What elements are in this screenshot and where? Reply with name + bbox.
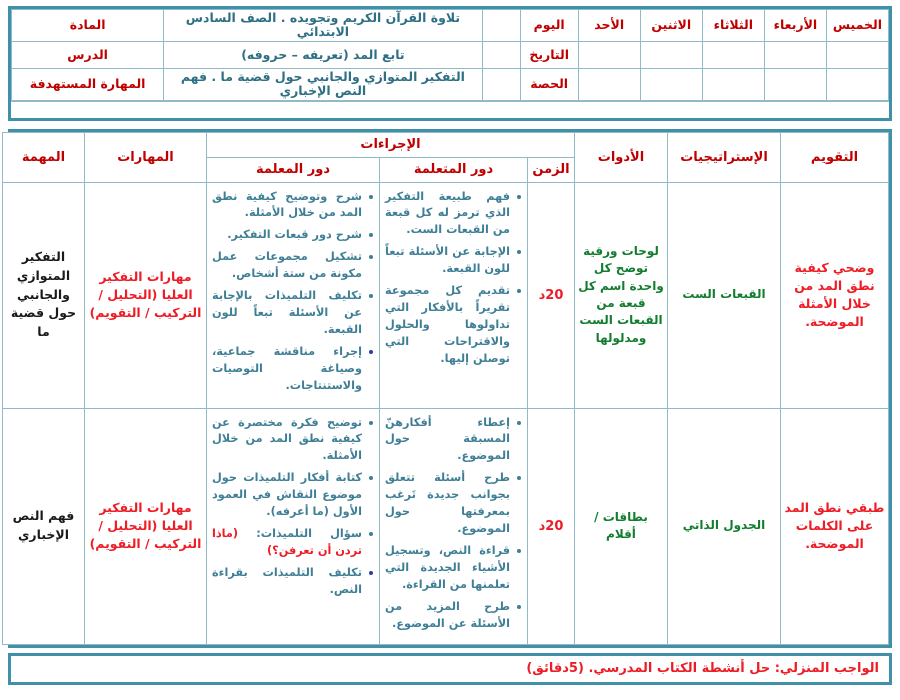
plan-frame	[8, 129, 892, 648]
info-table	[11, 9, 889, 101]
period-cell-sunday	[578, 68, 640, 100]
table-row	[3, 182, 889, 408]
list-item: الإجابة عن الأسئلة تبعاً للون القبعة.	[385, 244, 510, 278]
date-cell-thursday	[826, 41, 888, 68]
col-header-skills: المهارات	[85, 132, 207, 182]
info-value-lesson: تابع المد (تعريفه – حروفه)	[164, 41, 482, 68]
col-header-evaluation: التقويم	[781, 132, 889, 182]
period-cell-monday	[640, 68, 702, 100]
cell-task-2: فهم النص الإخباري	[3, 408, 85, 644]
teacher-role-list-2	[210, 415, 376, 599]
info-frame	[8, 6, 892, 121]
homework-text	[526, 661, 879, 676]
col-header-procedures: الإجراءات	[207, 132, 575, 157]
col-header-tools: الأدوات	[575, 132, 668, 182]
list-item: شرح دور قبعات التفكير.	[212, 227, 362, 244]
info-spacer-cell-2	[482, 41, 520, 68]
cell-time-2: 20د	[528, 408, 575, 644]
list-item: شرح وتوضيح كيفية نطق المد من خلال الأمثلة.	[212, 189, 362, 223]
period-cell-wednesday	[764, 68, 826, 100]
list-item: كتابة أفكار التلميذات حول موضوع النقاش في العمود الأول (ما أعرفه).	[212, 470, 362, 521]
date-cell-wednesday	[764, 41, 826, 68]
cell-tools-2: بطاقات / أقلام	[575, 408, 668, 644]
list-item: تقديم كل مجموعة تقريراً بالأفكار التي تداولوها والحلول والاقتراحات التي توصلن إليها.	[385, 283, 510, 368]
table-row	[3, 408, 889, 644]
col-header-time: الزمن	[528, 157, 575, 182]
info-spacer-cell-3	[482, 68, 520, 100]
learner-role-list-1	[383, 189, 524, 368]
day-cell-tuesday: الثلاثاء	[702, 10, 764, 42]
day-cell-wednesday: الأربعاء	[764, 10, 826, 42]
homework-bar	[8, 653, 892, 685]
homework-label: الواجب المنزلي:	[774, 661, 879, 676]
cell-tools-1: لوحات ورقية توضح كل واحدة اسم كل قبعة من القبعات الست ومدلولها	[575, 182, 668, 408]
info-bottom-spacer	[11, 101, 889, 118]
info-label-lesson: الدرس	[12, 41, 164, 68]
info-value-skill: التفكير المتوازي والجانبي حول قضية ما . فهم النص الإخباري	[164, 68, 482, 100]
footer-wrap	[8, 653, 892, 685]
learner-role-list-2	[383, 415, 524, 633]
list-item: توضيح فكرة مختصرة عن كيفية نطق المد من خلال الأمثلة.	[212, 415, 362, 466]
list-item: قراءة النص، وتسجيل الأشياء الجديدة التي تعلمنها من القراءة.	[385, 543, 510, 594]
plan-header-row-1	[3, 132, 889, 157]
section-gap	[8, 121, 892, 129]
cell-evaluation-2: طبقي نطق المد على الكلمات الموضحة.	[781, 408, 889, 644]
date-cell-monday	[640, 41, 702, 68]
highlighted-question: (ماذا تردن أن تعرفن؟)	[212, 527, 362, 558]
list-item-highlighted: سؤال التلميذات: (ماذا تردن أن تعرفن؟)	[212, 526, 362, 560]
info-row-lesson	[12, 41, 889, 68]
info-midlabel-day: اليوم	[520, 10, 578, 42]
day-cell-sunday: الأحد	[578, 10, 640, 42]
list-item: تشكيل مجموعات عمل مكونة من ستة أشخاص.	[212, 249, 362, 283]
day-cell-thursday: الخميس	[826, 10, 888, 42]
cell-teacher-role-1	[207, 182, 380, 408]
cell-skills-2: مهارات التفكير العليا (التحليل / التركيب / التقويم)	[85, 408, 207, 644]
col-header-task: المهمة	[3, 132, 85, 182]
col-header-strategies: الإستراتيجيات	[668, 132, 781, 182]
homework-body: حل أنشطة الكتاب المدرسي.	[588, 661, 771, 676]
info-label-skill: المهارة المستهدفة	[12, 68, 164, 100]
info-spacer-cell-1	[482, 10, 520, 42]
cell-strategies-1: القبعات الست	[668, 182, 781, 408]
cell-strategies-2: الجدول الذاتي	[668, 408, 781, 644]
teacher-role-list-1	[210, 189, 376, 395]
col-header-learner-role: دور المتعلمة	[380, 157, 528, 182]
info-value-subject: تلاوة القرآن الكريم وتجويده . الصف السادس الابتدائي	[164, 10, 482, 42]
list-item: طرح المزيد من الأسئلة عن الموضوع.	[385, 599, 510, 633]
info-midlabel-date: التاريخ	[520, 41, 578, 68]
day-cell-monday: الاثنين	[640, 10, 702, 42]
info-label-subject: المادة	[12, 10, 164, 42]
cell-skills-1: مهارات التفكير العليا (التحليل / التركيب / التقويم)	[85, 182, 207, 408]
date-cell-tuesday	[702, 41, 764, 68]
info-row-skill	[12, 68, 889, 100]
cell-teacher-role-2	[207, 408, 380, 644]
homework-duration: (5دقائق)	[526, 661, 584, 676]
list-item: إعطاء أفكارهنّ المسبقة حول الموضوع.	[385, 415, 510, 466]
list-item: طرح أسئلة تتعلق بجوانب جديدة تَرغب بمعرفتها حول الموضوع.	[385, 470, 510, 538]
info-row-subject	[12, 10, 889, 42]
cell-time-1: 20د	[528, 182, 575, 408]
period-cell-thursday	[826, 68, 888, 100]
date-cell-sunday	[578, 41, 640, 68]
col-header-teacher-role: دور المعلمة	[207, 157, 380, 182]
cell-evaluation-1: وضحي كيفية نطق المد من خلال الأمثلة الموضحة.	[781, 182, 889, 408]
list-item: فهم طبيعة التفكير الذي ترمز له كل قبعة من القبعات الست.	[385, 189, 510, 240]
list-item: إجراء مناقشة جماعية، وصياغة التوصيات والاستنتاجات.	[212, 344, 362, 395]
list-item: تكليف التلميذات بقراءة النص.	[212, 565, 362, 599]
cell-learner-role-1	[380, 182, 528, 408]
period-cell-tuesday	[702, 68, 764, 100]
plan-table	[2, 132, 889, 645]
info-midlabel-period: الحصة	[520, 68, 578, 100]
cell-learner-role-2	[380, 408, 528, 644]
list-item: تكليف التلميذات بالإجابة عن الأسئلة تبعاً للون القبعة.	[212, 288, 362, 339]
cell-task-1: التفكير المتوازي والجانبي حول قضية ما	[3, 182, 85, 408]
